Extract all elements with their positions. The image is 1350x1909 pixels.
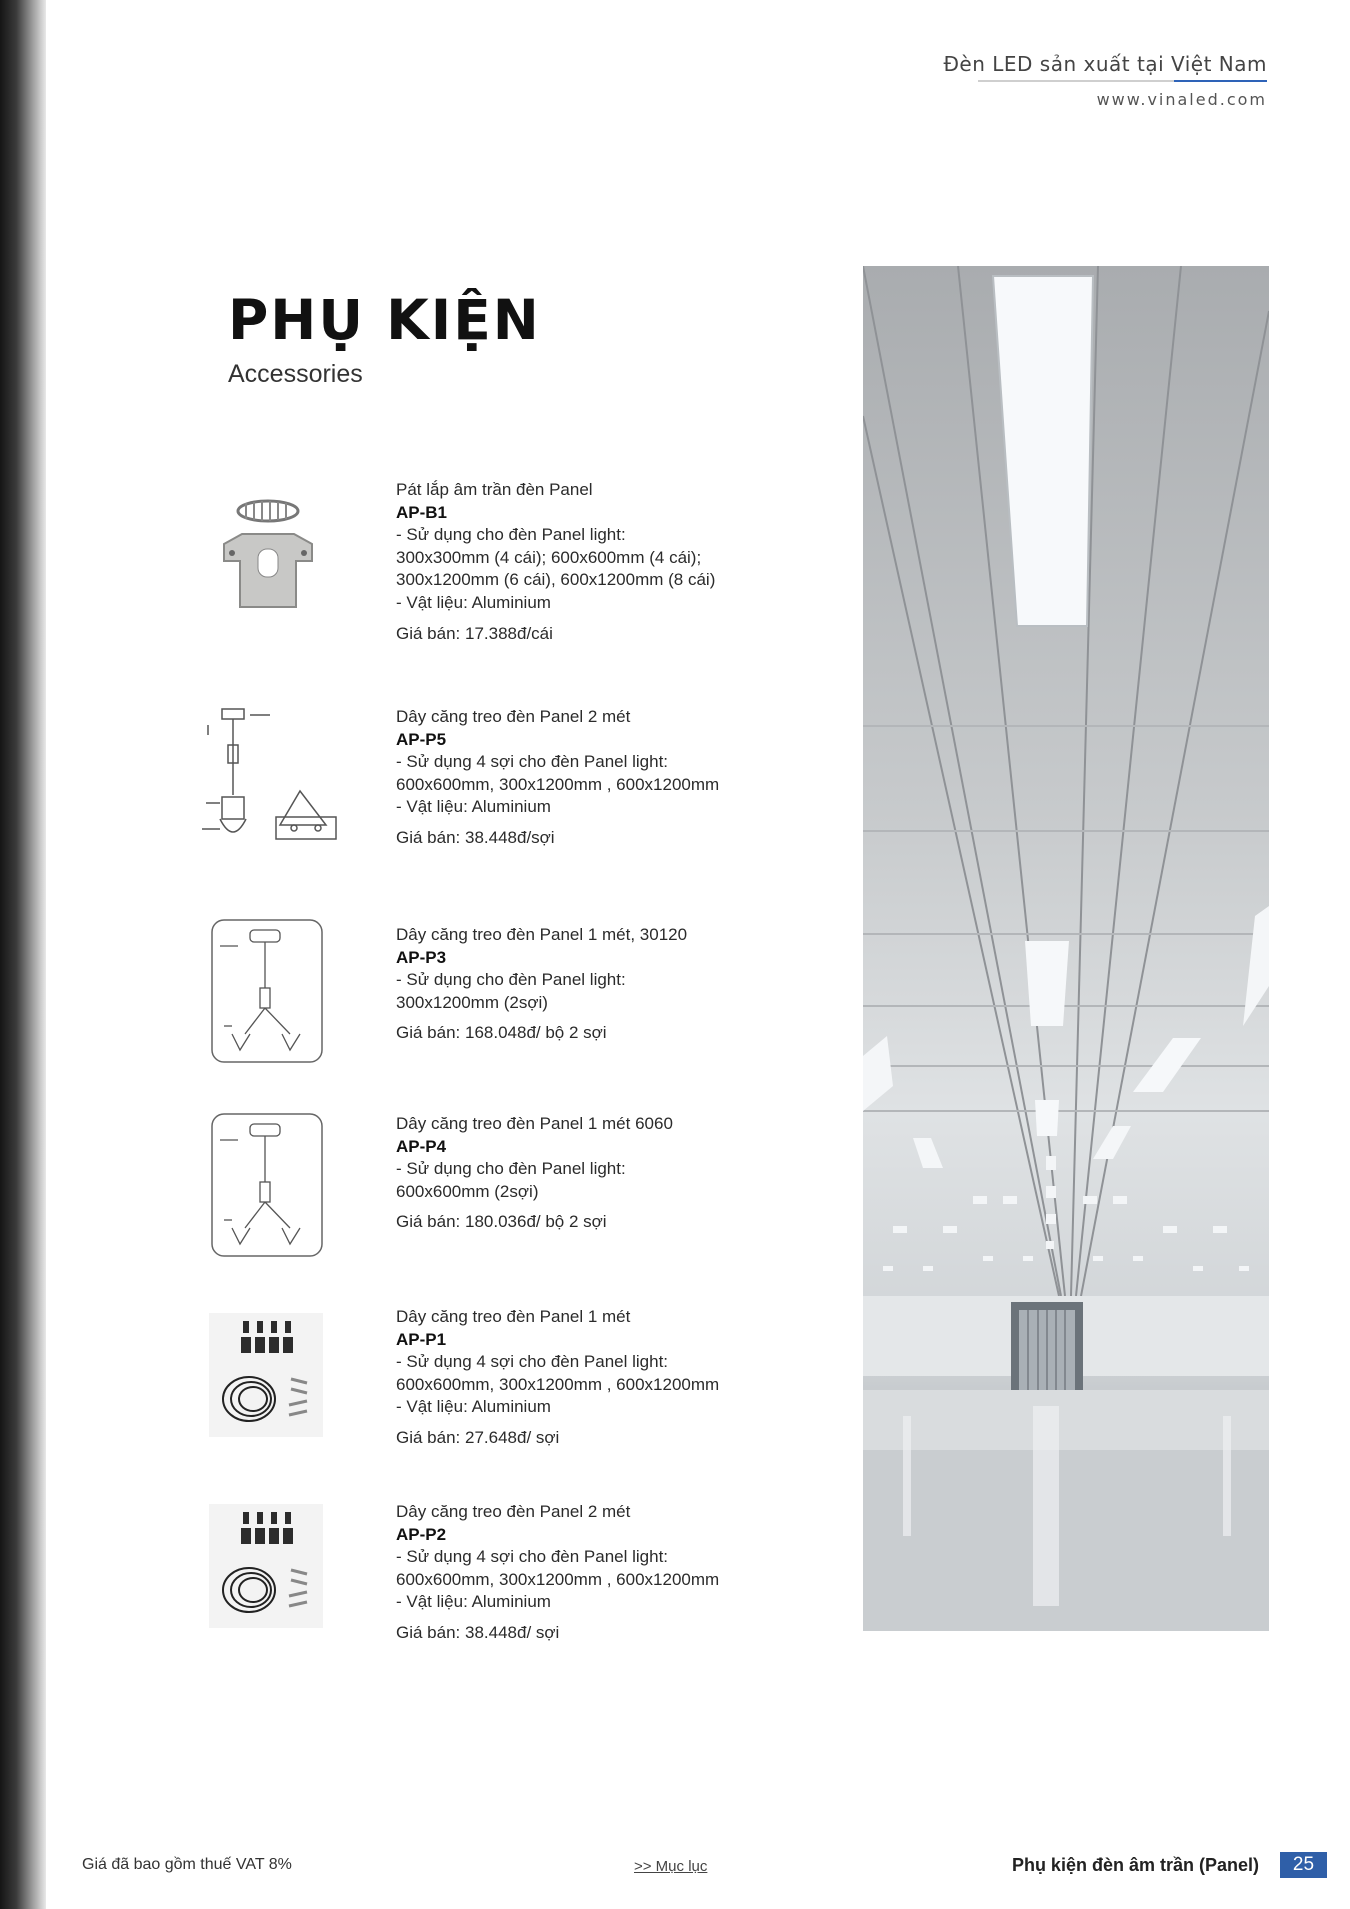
product-name: Dây căng treo đèn Panel 1 mét, 30120 — [396, 925, 688, 944]
product-ap-p1 — [396, 1306, 816, 1450]
product-spec-line: - Vật liệu: Aluminium — [396, 797, 551, 817]
product-name: Pát lắp âm trần đèn Panel — [396, 480, 593, 499]
hanging-wire-diagram-image — [200, 705, 366, 855]
product-price: Giá bán: 168.048đ/ bộ 2 sợi — [396, 1023, 607, 1043]
product-code: AP-B1 — [396, 502, 448, 522]
suspension-kit-30120-image — [210, 918, 324, 1064]
product-price: Giá bán: 27.648đ/ sợi — [396, 1427, 560, 1447]
product-spec-line: 600x600mm (2sợi) — [396, 1181, 539, 1201]
product-code: AP-P2 — [396, 1524, 447, 1544]
product-spec-line: - Sử dụng cho đèn Panel light: — [396, 970, 626, 990]
product-spec-line: 600x600mm, 300x1200mm , 600x1200mm — [396, 1569, 720, 1589]
product-spec-line: - Vật liệu: Aluminium — [396, 1592, 551, 1612]
table-of-contents-link[interactable]: >> Mục lục — [634, 1858, 708, 1875]
page-edge-shadow — [0, 0, 46, 1909]
suspension-kit-6060-image — [210, 1112, 324, 1258]
product-ap-p2 — [396, 1501, 816, 1645]
page-title: PHỤ KIỆN — [228, 288, 541, 352]
wire-kit-1m-image — [209, 1313, 323, 1437]
product-spec-line: - Vật liệu: Aluminium — [396, 1397, 551, 1417]
clip-bracket-image — [214, 489, 322, 619]
product-price: Giá bán: 17.388đ/cái — [396, 623, 553, 643]
product-spec-line: 300x1200mm (2sợi) — [396, 992, 548, 1012]
vat-note: Giá đã bao gồm thuế VAT 8% — [82, 1856, 292, 1873]
product-price: Giá bán: 180.036đ/ bộ 2 sợi — [396, 1212, 607, 1232]
product-ap-p4 — [396, 1113, 816, 1234]
product-price: Giá bán: 38.448đ/sợi — [396, 827, 555, 847]
product-spec-line: 600x600mm, 300x1200mm , 600x1200mm — [396, 1374, 720, 1394]
product-spec-line: - Sử dụng 4 sợi cho đèn Panel light: — [396, 1352, 669, 1372]
product-name: Dây căng treo đèn Panel 1 mét 6060 — [396, 1114, 673, 1133]
product-spec-line: - Sử dụng 4 sợi cho đèn Panel light: — [396, 1547, 669, 1567]
product-name: Dây căng treo đèn Panel 1 mét — [396, 1307, 631, 1326]
product-spec-line: - Vật liệu: Aluminium — [396, 592, 551, 612]
header-divider-accent — [1174, 80, 1267, 82]
product-price: Giá bán: 38.448đ/ sợi — [396, 1622, 560, 1642]
product-ap-p3 — [396, 924, 816, 1045]
header-website: www.vinaled.com — [1096, 90, 1267, 109]
product-spec-line: 600x600mm, 300x1200mm , 600x1200mm — [396, 774, 720, 794]
product-code: AP-P4 — [396, 1136, 447, 1156]
product-ap-p5 — [396, 706, 816, 850]
header-tagline: Đèn LED sản xuất tại Việt Nam — [943, 52, 1267, 76]
product-spec-line: - Sử dụng 4 sợi cho đèn Panel light: — [396, 752, 669, 772]
footer-section-title: Phụ kiện đèn âm trần (Panel) — [1011, 1855, 1259, 1875]
product-ap-b1 — [396, 479, 816, 645]
product-spec-line: - Sử dụng cho đèn Panel light: — [396, 525, 626, 545]
wire-kit-2m-image — [209, 1504, 323, 1628]
office-ceiling-photo — [863, 266, 1269, 1631]
product-name: Dây căng treo đèn Panel 2 mét — [396, 707, 631, 726]
product-code: AP-P1 — [396, 1329, 447, 1349]
product-spec-line: 300x300mm (4 cái); 600x600mm (4 cái); — [396, 547, 702, 567]
product-spec-line: 300x1200mm (6 cái), 600x1200mm (8 cái) — [396, 570, 716, 590]
product-spec-line: - Sử dụng cho đèn Panel light: — [396, 1159, 626, 1179]
product-name: Dây căng treo đèn Panel 2 mét — [396, 1502, 631, 1521]
product-code: AP-P5 — [396, 729, 447, 749]
page-number: 25 — [1280, 1852, 1327, 1878]
product-code: AP-P3 — [396, 947, 447, 967]
page-subtitle: Accessories — [228, 360, 363, 388]
